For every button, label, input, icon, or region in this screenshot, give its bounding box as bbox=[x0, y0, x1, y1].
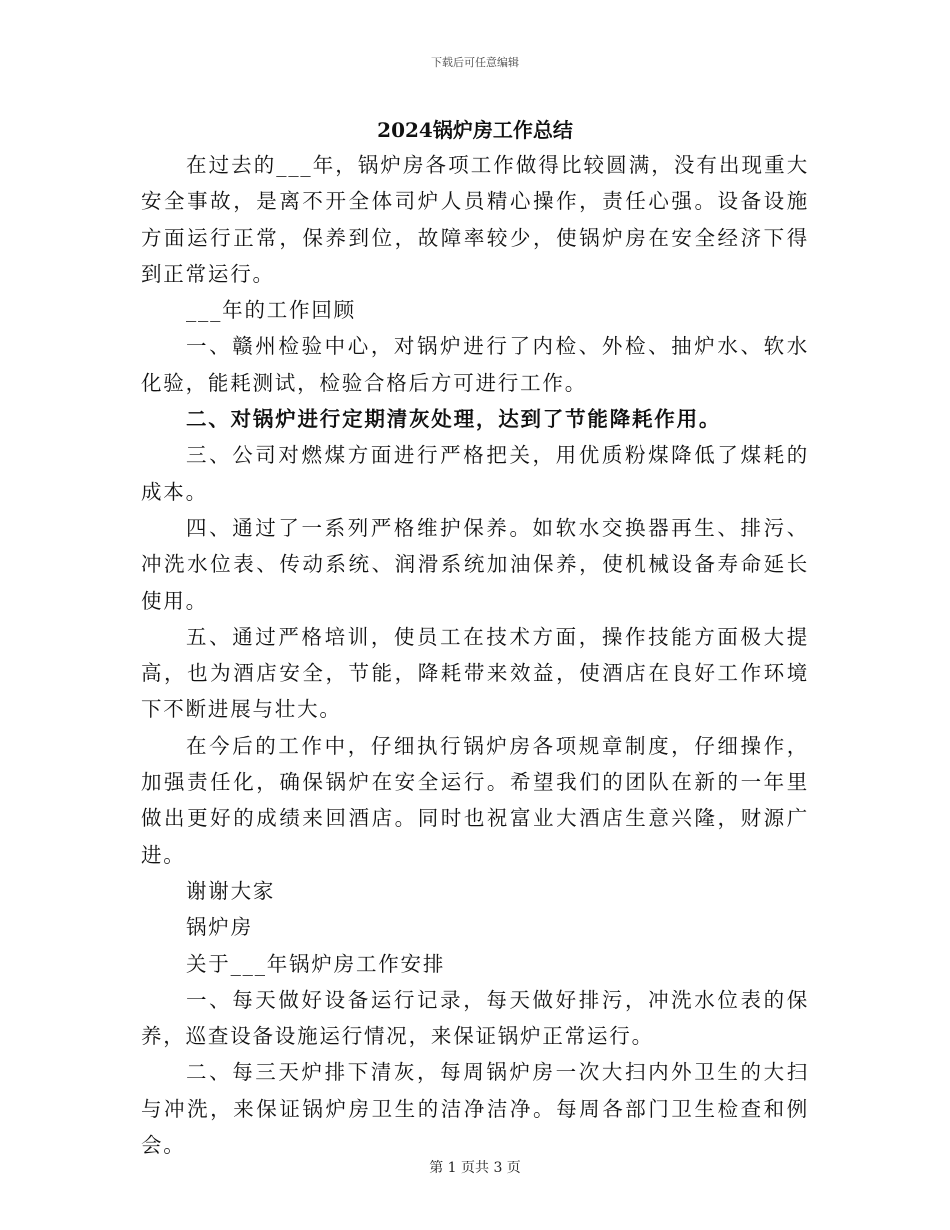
paragraph-signature: 锅炉房 bbox=[186, 915, 253, 940]
paragraph-review-item-3: 三、公司对燃煤方面进行严格把关，用优质粉煤降低了煤耗的成本。 bbox=[141, 443, 809, 504]
paragraph-review-item-5: 五、通过严格培训，使员工在技术方面，操作技能方面极大提高，也为酒店安全，节能，降耗带来效益，使酒店在良好工作环境下不断进展与壮大。 bbox=[141, 624, 809, 722]
paragraph-plan-heading: 关于___年锅炉房工作安排 bbox=[186, 951, 446, 976]
paragraph-review-item-2: 二、对锅炉进行定期清灰处理，达到了节能降耗作用。 bbox=[186, 407, 722, 432]
page-number: 第 1 页共 3 页 bbox=[429, 1160, 521, 1176]
paragraph-intro: 在过去的___年，锅炉房各项工作做得比较圆满，没有出现重大安全事故，是离不开全体司炉人员精心操作，责任心强。设备设施方面运行正常，保养到位，故障率较少，使锅炉房在安全经济下得到正常运行。 bbox=[141, 153, 809, 286]
document-title: 2024锅炉房工作总结 bbox=[377, 118, 573, 142]
page-header-note: 下载后可任意编辑 bbox=[431, 56, 519, 69]
paragraph-review-heading: ___年的工作回顾 bbox=[186, 298, 356, 323]
paragraph-thanks: 谢谢大家 bbox=[186, 878, 276, 903]
paragraph-review-item-1: 一、赣州检验中心，对锅炉进行了内检、外检、抽炉水、软水化验，能耗测试，检验合格后方可进行工作。 bbox=[141, 334, 809, 395]
paragraph-review-item-4: 四、通过了一系列严格维护保养。如软水交换器再生、排污、冲洗水位表、传动系统、润滑系统加油保养，使机械设备寿命延长使用。 bbox=[141, 515, 809, 613]
paragraph-plan-item-1: 一、每天做好设备运行记录，每天做好排污，冲洗水位表的保养，巡查设备设施运行情况，来保证锅炉正常运行。 bbox=[141, 987, 809, 1049]
paragraph-plan-item-2: 二、每三天炉排下清灰，每周锅炉房一次大扫内外卫生的大扫与冲洗，来保证锅炉房卫生的洁净洁净。每周各部门卫生检查和例会。 bbox=[141, 1060, 809, 1158]
document-body bbox=[141, 147, 809, 1163]
paragraph-future: 在今后的工作中，仔细执行锅炉房各项规章制度，仔细操作，加强责任化，确保锅炉在安全运行。希望我们的团队在新的一年里做出更好的成绩来回酒店。同时也祝富业大酒店生意兴隆，财源广进。 bbox=[141, 733, 809, 867]
